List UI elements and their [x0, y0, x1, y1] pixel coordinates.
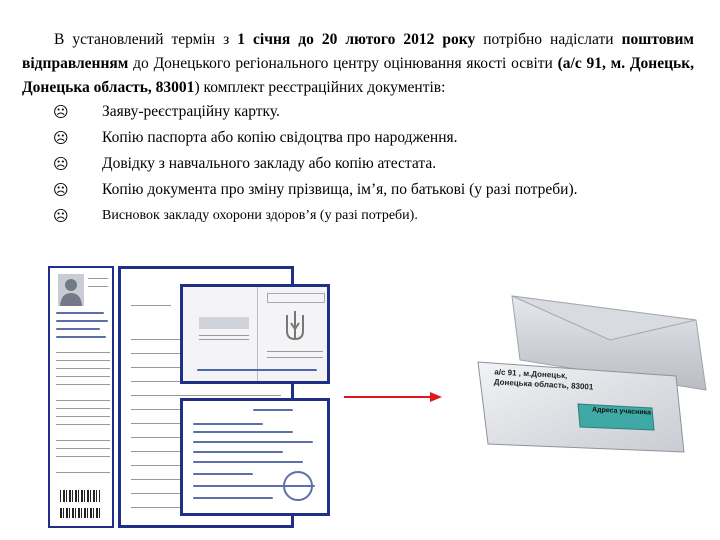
sad-face-icon: ☹ — [53, 155, 69, 173]
intro-text-2: потрібно надіслати — [475, 31, 622, 48]
barcode-icon — [60, 508, 100, 518]
passport-copy-image — [180, 284, 330, 384]
list-item-text: Копію паспорта або копію свідоцтва про народження. — [102, 129, 458, 146]
registration-card-image — [48, 266, 114, 528]
envelope-window-label: Адреса учасника — [591, 406, 652, 417]
envelope-address-line1: а/с 91 , м.Донецьк, — [494, 367, 568, 381]
intro-text-4: ) комплект реєстраційних документів: — [194, 79, 446, 96]
stamp-icon — [283, 471, 313, 501]
barcode-icon — [60, 490, 100, 502]
person-silhouette-icon — [58, 274, 84, 306]
envelope-address-line2: Донецька область, 83001 — [493, 377, 594, 392]
photo-placeholder — [58, 274, 84, 306]
intro-text-1: В установлений термін з — [54, 31, 238, 48]
delivery-method-text: поштовим відправленням — [22, 31, 694, 72]
sad-face-icon: ☹ — [53, 129, 69, 147]
trident-emblem-icon — [281, 309, 309, 343]
school-certificate-image — [180, 398, 330, 516]
address-text: (а/с 91, м. Донецьк, Донецька область, 83001 — [22, 55, 695, 96]
arrow-right-icon — [344, 391, 444, 403]
sad-face-icon: ☹ — [53, 207, 69, 225]
list-item-text: Висновок закладу охорони здоров’я (у разі потреби). — [102, 208, 418, 223]
list-item-text: Заяву-реєстраційну картку. — [102, 103, 280, 120]
list-item-text: Копію документа про зміну прізвища, ім’я, по батькові (у разі потреби). — [102, 181, 578, 198]
sad-face-icon: ☹ — [53, 181, 69, 199]
list-item-text: Довідку з навчального закладу або копію атестата. — [102, 155, 437, 172]
intro-text-3: до Донецького регіонального центру оцінювання якості освіти — [128, 55, 558, 72]
sad-face-icon: ☹ — [53, 103, 69, 121]
deadline-text: 1 січня до 20 лютого 2012 року — [237, 31, 476, 48]
